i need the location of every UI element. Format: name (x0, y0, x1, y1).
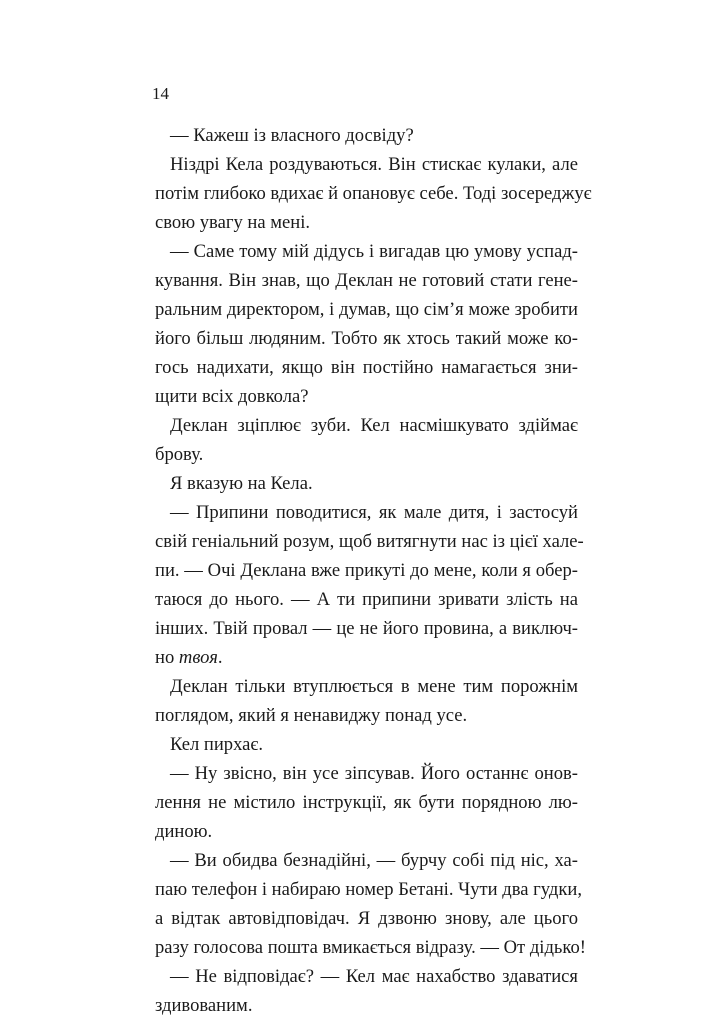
text-line-content: разу голосова пошта вмикається відразу. — От дідько! (155, 937, 586, 958)
text-line (155, 904, 578, 933)
text-line-content: кування. Він знав, що Деклан не готовий стати гене- (155, 270, 578, 291)
text-line (155, 817, 578, 846)
text-line-content: но (155, 647, 179, 668)
body-text (155, 121, 592, 1020)
text-line-content: — Ну звісно, він усе зіпсував. Його останнє онов- (170, 763, 578, 784)
text-line-content: свій геніальний розум, щоб витягнути нас із цієї хале- (155, 531, 584, 552)
text-line (155, 527, 584, 556)
text-line (155, 730, 578, 759)
text-line (155, 353, 578, 382)
text-line-content: таюся до нього. — А ти припини зривати злість на (155, 589, 578, 610)
text-line-tail: . (217, 647, 223, 668)
text-line-content: паю телефон і набираю номер Бетані. Чути два гудки, (155, 879, 582, 900)
text-line (155, 295, 578, 324)
text-line (155, 701, 578, 730)
italic-emphasis: твоя (178, 647, 218, 668)
text-line-content: його більш людяним. Тобто як хтось такий може ко- (155, 328, 578, 349)
text-line (155, 469, 578, 498)
text-line-content: а відтак автовідповідач. Я дзвоню знову, але цього (155, 908, 578, 929)
text-line (155, 759, 578, 788)
text-line (155, 672, 578, 701)
text-line (155, 498, 578, 527)
text-line-content: — Саме тому мій дідусь і вигадав цю умову успад- (170, 241, 578, 262)
text-line (155, 962, 578, 991)
text-line-content: здивованим. (155, 995, 253, 1016)
text-line-content: лення не містило інструкції, як бути порядною лю- (155, 792, 578, 813)
text-line (155, 614, 578, 643)
text-line (155, 991, 578, 1020)
text-line (155, 933, 586, 962)
text-line (155, 585, 578, 614)
text-line-content: свою увагу на мені. (155, 212, 311, 233)
text-line (155, 237, 578, 266)
text-line-content: гось надихати, якщо він постійно намагається зни- (155, 357, 578, 378)
text-line-content: інших. Твій провал — це не його провина, а виключ- (155, 618, 578, 639)
text-line (155, 324, 578, 353)
text-line-content: Деклан тільки втуплюється в мене тим порожнім (170, 676, 578, 697)
text-line (155, 788, 578, 817)
text-line-content: Кел пирхає. (170, 734, 264, 755)
text-line (155, 643, 578, 672)
text-line-content: — Припини поводитися, як мале дитя, і застосуй (170, 502, 578, 523)
text-line-content: — Ви обидва безнадійні, — бурчу собі під ніс, ха- (170, 850, 578, 871)
text-line-content: — Кажеш із власного досвіду? (170, 125, 414, 146)
text-line (155, 150, 578, 179)
text-line-content: — Не відповідає? — Кел має нахабство здаватися (170, 966, 578, 987)
text-line (155, 121, 578, 150)
text-line (155, 846, 578, 875)
text-line-content: Я вказую на Кела. (170, 473, 313, 494)
text-line (155, 208, 578, 237)
text-line-content: диною. (155, 821, 213, 842)
text-line-content: поглядом, який я ненавиджу понад усе. (155, 705, 468, 726)
text-line-content: брову. (155, 444, 204, 465)
text-line (155, 556, 578, 585)
page-number: 14 (152, 84, 169, 103)
text-line-content: Деклан зціплює зуби. Кел насмішкувато здіймає (170, 415, 578, 436)
text-line-content: ральним директором, і думав, що сім’я може зробити (155, 299, 578, 320)
text-line (155, 411, 578, 440)
text-line-content: потім глибоко вдихає й опановує себе. Тоді зосереджує (155, 183, 592, 204)
text-line (155, 875, 582, 904)
text-line (155, 440, 578, 469)
text-line-content: Ніздрі Кела роздуваються. Він стискає кулаки, але (170, 154, 578, 175)
text-line (155, 382, 578, 411)
text-line (155, 266, 578, 295)
text-line-content: щити всіх довкола? (155, 386, 309, 407)
text-line-content: пи. — Очі Деклана вже прикуті до мене, коли я обер- (155, 560, 578, 581)
text-line (155, 179, 592, 208)
